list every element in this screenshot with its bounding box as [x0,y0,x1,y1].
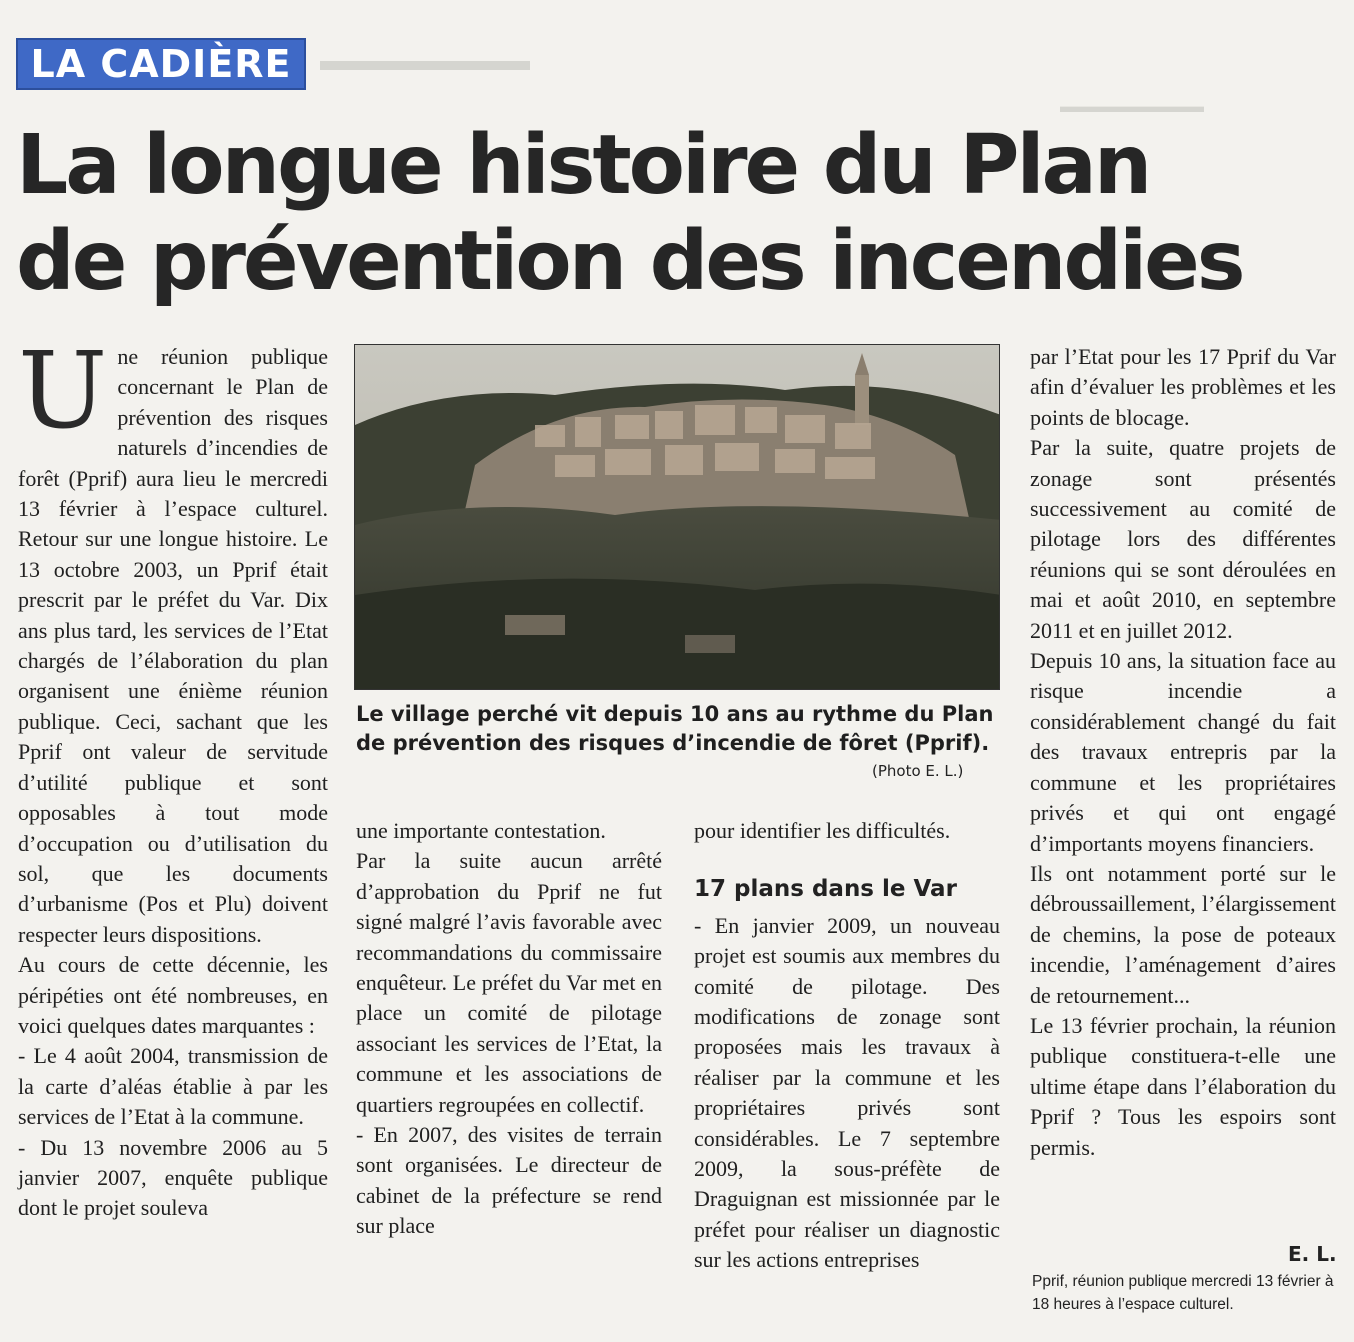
photo-caption: Le village perché vit depuis 10 ans au rythme du Plan de prévention des risques d’incendie de fôret (Pprif). [356,702,994,755]
paragraph: Au cours de cette décennie, les péripéties ont été nombreuses, en voici quelques dates marquantes : [18,952,328,1038]
paragraph: - Du 13 novembre 2006 au 5 janvier 2007, enquête publique dont le projet souleva [18,1134,328,1221]
article-column-4 [1030,342,1336,1163]
headline [16,118,1316,310]
paragraph: Le 13 février prochain, la réunion publique constituera-t-elle une ultime étape dans l’élaboration du Pprif ? Tous les espoirs sont permis. [1030,1012,1336,1160]
section-label: LA CADIÈRE [16,38,306,90]
paragraph: par l’Etat pour les 17 Pprif du Var afin d’évaluer les problèmes et les points de blocage. [1030,344,1336,430]
article-column-2 [356,816,662,1242]
headline-line-1: La longue histoire du Plan [16,118,1150,213]
paragraph: pour identifier les difficultés. [694,818,951,843]
paragraph [18,329,328,950]
photo-credit: (Photo E. L.) [872,762,964,780]
article-column-3 [694,816,1000,1276]
bleed-through-text: ▬▬▬▬▬▬▬ [320,44,530,77]
drop-cap: U [18,329,108,452]
paragraph: Depuis 10 ans, la situation face au risque incendie a considérablement changé du fait des travaux entrepris par la commune et les propriétaires privés et qui ont engagé d’importants moyens financiers. [1030,648,1336,856]
paragraph: - En 2007, des visites de terrain sont organisées. Le directeur de cabinet de la préfecture se rend sur place [356,1122,662,1239]
headline-line-2: de prévention des incendies [16,214,1243,309]
paragraph: une importante contestation. [356,818,606,843]
paragraph: - En janvier 2009, un nouveau projet est soumis aux membres du comité de pilotage. Des modifications de zonage sont proposées mais les travaux à réaliser par la commune et les propriétaires privés sont considérables. Le 7 septembre 2009, la sous-préfète de Draguignan est missionnée par le préfet pour réaliser un diagnostic sur les actions entreprises [694,912,1000,1273]
village-photo [354,344,1000,690]
paragraph: Par la suite aucun arrêté d’approbation du Pprif ne fut signé malgré l’avis favorable avec recommandations du commissaire enquêteur. Le préfet du Var met en place un comité de pilotage associant les services de l’Etat, la commune et les associations de quartiers regroupées en collectif. [356,848,662,1117]
paragraph: - Le 4 août 2004, transmission de la carte d’aléas établie à par les services de l’Etat à la commune. [18,1043,328,1130]
subheading: 17 plans dans le Var [694,876,957,903]
paragraph-text: ne réunion publique concernant le Plan de prévention des risques naturels d’incendies de forêt (Pprif) aura lieu le mercredi 13 février à l’espace culturel. Retour sur une longue histoire. Le 13 octobre 2003, un Pprif était prescrit par le préfet du Var. Dix ans plus tard, les services de l’Etat chargés de l’élaboration du plan organisent une énième réunion publique. Ceci, sachant que les Pprif ont valeur de servitude d’utilité publique et sont opposables à tout mode d’occupation ou d’utilisation du sol, que les documents d’urbanisme (Pos et Plu) doivent respecter leurs dispositions. [18,344,328,947]
event-footnote: Pprif, réunion publique mercredi 13 février à 18 heures à l’espace culturel. [1032,1273,1334,1313]
paragraph: Par la suite, quatre projets de zonage sont présentés successivement au comité de pilotage lors des différentes réunions qui se sont déroulées en mai et août 2010, en septembre 2011 et en juillet 2012. [1030,435,1336,643]
bleed-through-text: ▬▬▬▬▬▬▬▬ [1060,96,1204,116]
article-column-1 [18,329,328,1224]
author-signature: E. L. [1288,1242,1337,1266]
village-photo-image [355,345,1000,690]
paragraph: Ils ont notamment porté sur le débroussaillement, l’élargissement de chemins, la pose de poteaux incendie, l’aménagement d’aires de retournement... [1030,860,1336,1008]
